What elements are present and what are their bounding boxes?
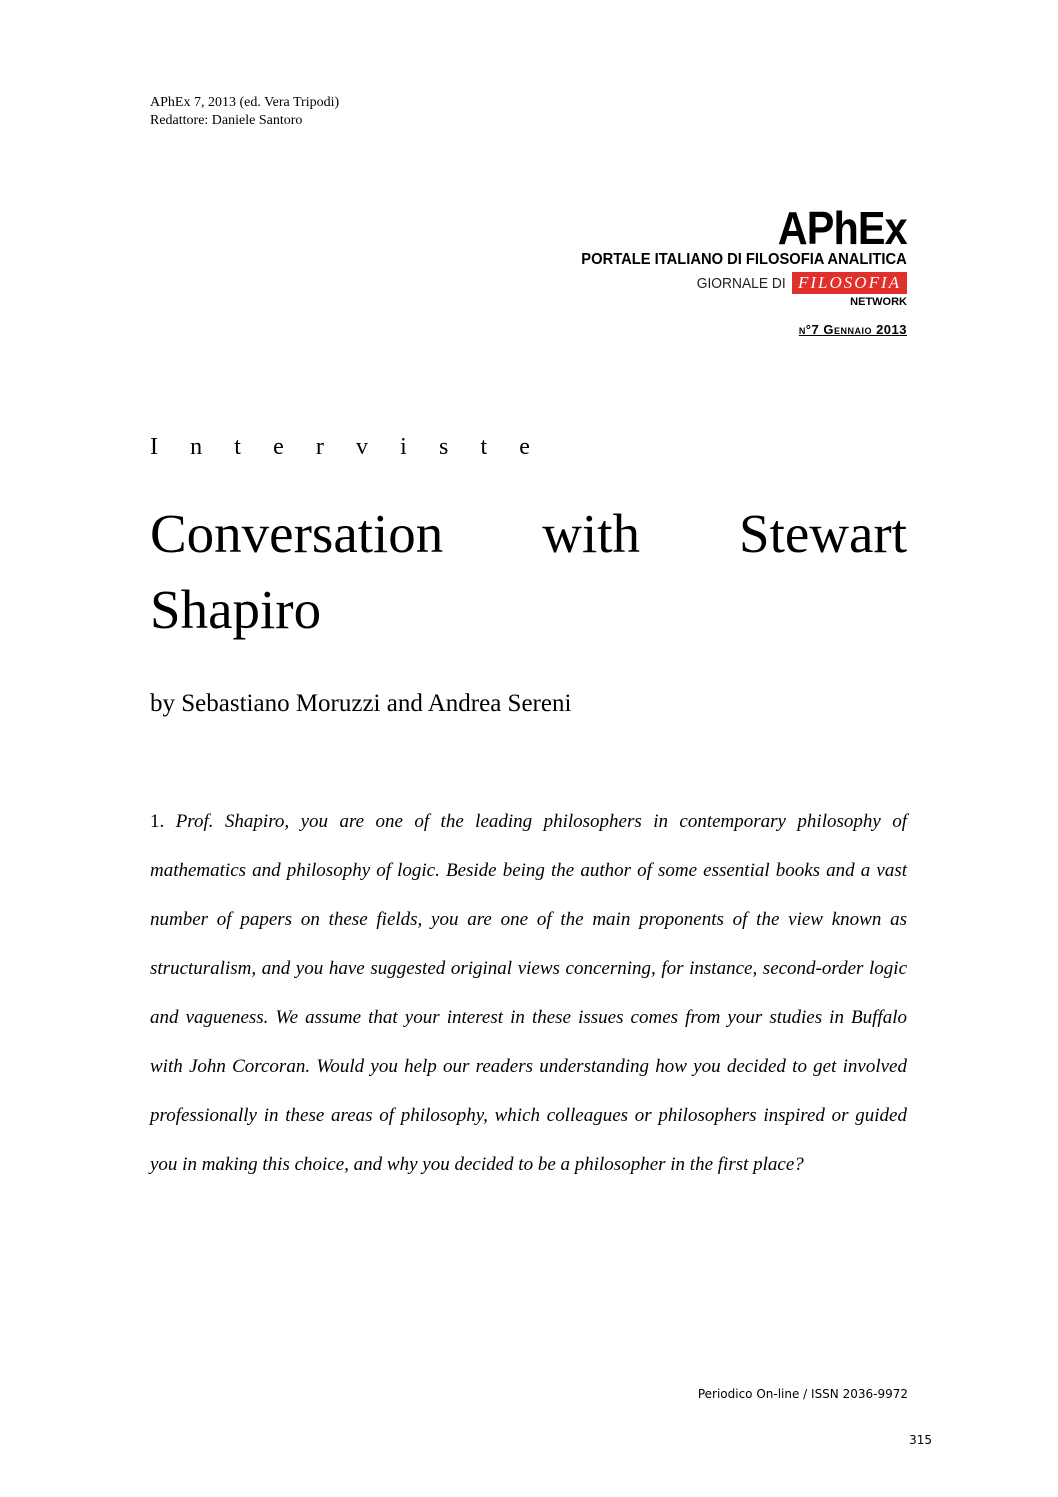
section-letter: t: [480, 434, 488, 460]
editor-line: Redattore: Daniele Santoro: [150, 113, 303, 128]
page-number: 315: [909, 1433, 932, 1447]
logo-giornale-text: GIORNALE DI: [697, 274, 787, 292]
section-letter: e: [519, 434, 530, 460]
section-letter: I: [150, 434, 158, 460]
issue-label: n°7 Gennaio 2013: [798, 322, 907, 337]
journal-edition-line: APhEx 7, 2013 (ed. Vera Tripodi): [150, 95, 340, 110]
article-title: Conversation with Stewart Shapiro: [150, 503, 907, 640]
section-letter: r: [315, 434, 324, 460]
section-letter: n: [190, 434, 203, 460]
question-number: 1.: [150, 811, 176, 832]
footer-issn: Periodico On-line / ISSN 2036-9972: [697, 1387, 908, 1401]
section-letter: v: [356, 434, 369, 460]
article-authors: by Sebastiano Moruzzi and Andrea Sereni: [150, 690, 572, 717]
logo-title: APhEx: [778, 202, 907, 254]
aphex-logo: [553, 202, 907, 309]
interview-question: [150, 797, 907, 1189]
logo-giornale-row: [553, 272, 907, 294]
question-text: Prof. Shapiro, you are one of the leading philosophers in contemporary philosophy of mathematics and philosophy of logic. Beside being the author of some essential books and a vast number of papers on these fields, you are one of the main proponents of the view known as structuralism, and you have suggested original views concerning, for instance, second-order logic and vagueness. We assume that your interest in these issues comes from your studies in Buffalo with John Corcoran. Would you help our readers understanding how you decided to get involved professionally in these areas of philosophy, which colleagues or philosophers inspired or guided you in making this choice, and why you decided to be a philosopher in the first place?: [150, 811, 908, 1175]
section-letter: e: [273, 434, 284, 460]
section-letter: s: [438, 434, 449, 460]
section-heading: [150, 434, 530, 461]
logo-filosofia-badge: FILOSOFIA: [792, 272, 907, 294]
logo-network-text: NETWORK: [850, 296, 907, 308]
journal-meta: [150, 94, 339, 130]
logo-subtitle: PORTALE ITALIANO DI FILOSOFIA ANALITICA: [581, 251, 907, 268]
section-letter: t: [234, 434, 241, 460]
section-letter: i: [400, 434, 407, 460]
